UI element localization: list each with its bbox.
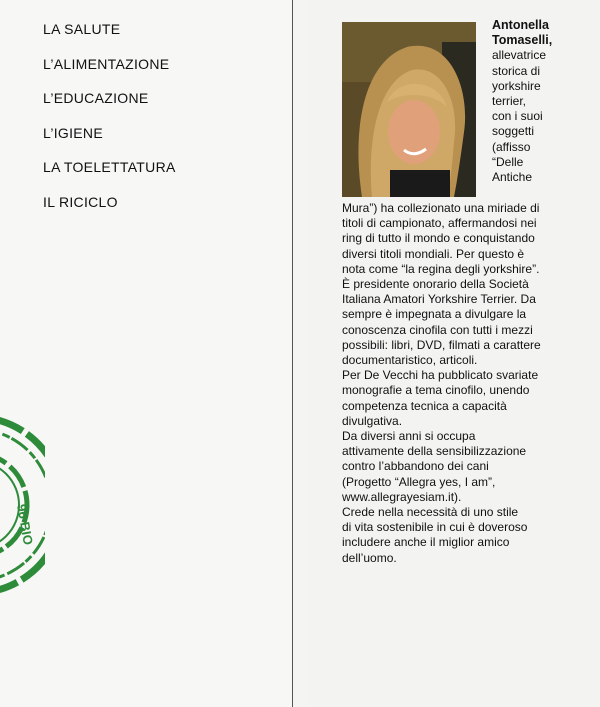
bio-line: sempre è impegnata a divulgare la [342, 307, 527, 322]
author-intro [492, 18, 596, 185]
bio-line: titoli di campionato, affermandosi nei [342, 216, 537, 231]
intro-line: allevatrice [492, 48, 547, 63]
topic-item: L’ALIMENTAZIONE [43, 55, 170, 72]
bio-line: monografie a tema cinofilo, unendo [342, 383, 530, 398]
intro-line: (affisso [492, 139, 531, 154]
intro-line: con i suoi [492, 109, 543, 124]
author-portrait-photo [342, 22, 476, 197]
stamp-text: 96 BIO [14, 502, 36, 547]
back-flap-panel [0, 0, 292, 707]
author-biography [342, 201, 594, 566]
bio-line: ring di tutto il mondo e conquistando [342, 231, 535, 246]
intro-line: terrier, [492, 94, 527, 109]
intro-line: Antiche [492, 170, 533, 185]
panel-divider [292, 0, 293, 707]
bio-line: www.allegrayesiam.it). [342, 489, 462, 504]
bio-line: È presidente onorario della Società [342, 277, 529, 292]
bio-line: diversi titoli mondiali. Per questo è [342, 246, 525, 261]
bio-line: conoscenza cinofila con tutti i mezzi [342, 322, 533, 337]
author-name: Antonella Tomaselli, [492, 18, 553, 48]
bio-paragraph [342, 368, 594, 429]
intro-line: yorkshire [492, 78, 541, 93]
bio-line: attivamente della sensibilizzazione [342, 444, 527, 459]
bio-line: possibili: libri, DVD, filmati a carattere [342, 337, 541, 352]
bio-paragraph [342, 505, 594, 566]
bio-line: competenza tecnica a capacità [342, 398, 507, 413]
bio-line: documentaristico, articoli. [342, 353, 478, 368]
bio-line: Per De Vecchi ha pubblicato svariate [342, 368, 539, 383]
bio-line: contro l’abbandono dei cani [342, 459, 489, 474]
intro-line: “Delle [492, 154, 524, 169]
bio-line: Italiana Amatori Yorkshire Terrier. Da [342, 292, 536, 307]
green-stamp-graphic [0, 405, 45, 605]
bio-line: divulgativa. [342, 413, 403, 428]
topic-item: IL RICICLO [43, 193, 118, 210]
bio-line: Mura”) ha collezionato una miriade di [342, 201, 540, 215]
bio-line: includere anche il miglior amico [342, 535, 510, 550]
topic-item: LA TOELETTATURA [43, 159, 176, 175]
bio-line: dell’uomo. [342, 550, 397, 565]
bio-paragraph [342, 429, 594, 505]
topics-list [43, 20, 176, 227]
topic-item: L’IGIENE [43, 124, 103, 141]
intro-line: storica di [492, 63, 541, 78]
bio-paragraph [342, 201, 594, 368]
bio-line: Crede nella necessità di uno stile [342, 505, 519, 520]
bio-line: di vita sostenibile in cui è doveroso [342, 520, 528, 535]
intro-line: soggetti [492, 124, 535, 139]
bio-line: Da diversi anni si occupa [342, 429, 476, 444]
bio-line: (Progetto “Allegra yes, I am”, [342, 474, 496, 489]
topic-item: L’EDUCAZIONE [43, 90, 149, 106]
topic-item: LA SALUTE [43, 21, 121, 37]
bio-line: nota come “la regina degli yorkshire”. [342, 261, 540, 276]
